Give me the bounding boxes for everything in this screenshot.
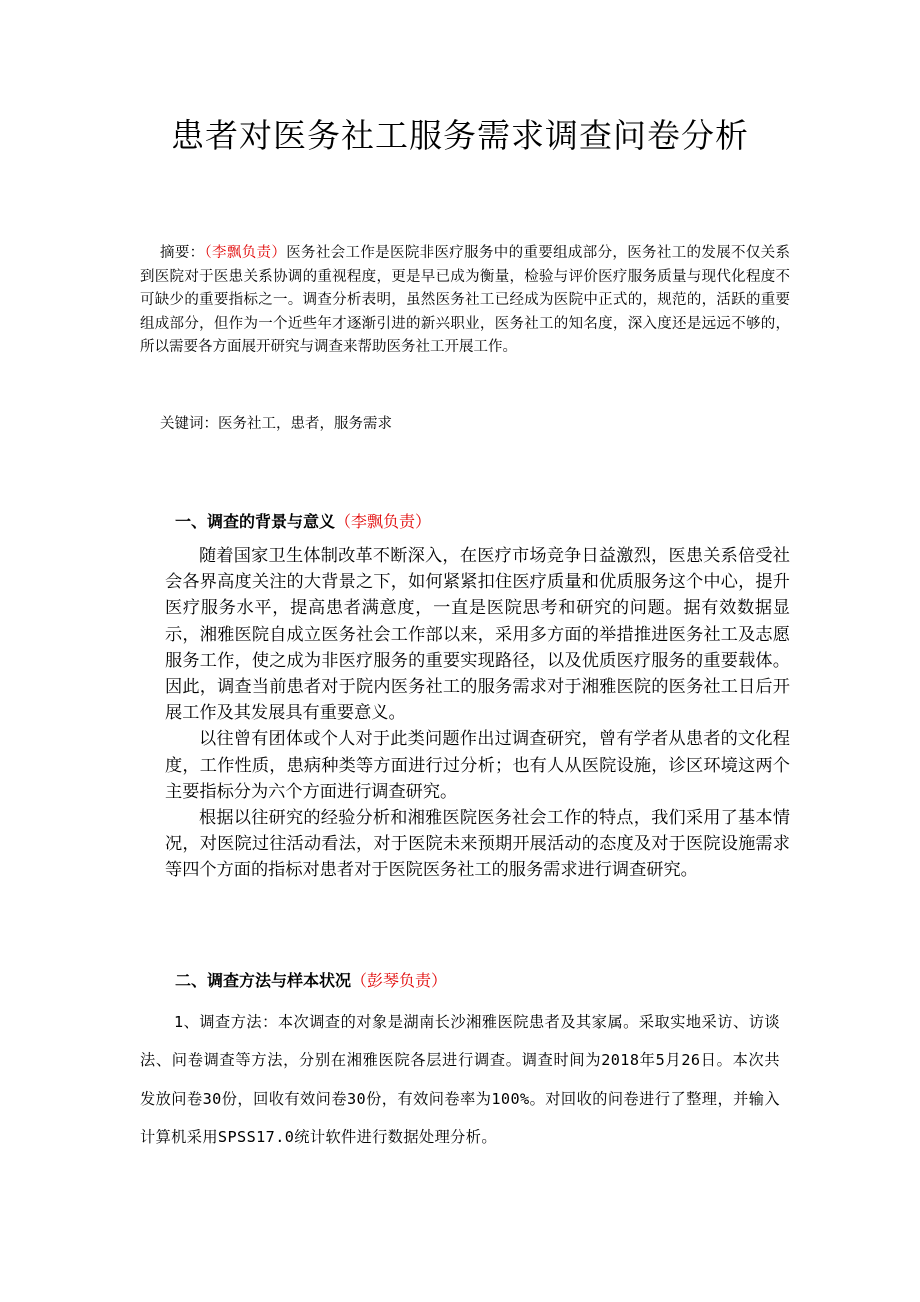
keywords-text: 医务社工，患者，服务需求 bbox=[218, 416, 392, 432]
keywords-label: 关键词： bbox=[160, 416, 218, 432]
section2-paragraph: 1、调查方法：本次调查的对象是湖南长沙湘雅医院患者及其家属。采取实地采访、访谈法、问卷调查等方法，分别在湘雅医院各层进行调查。调查时间为2018年5月26日。本次共发放问卷30份，回收有效问卷30份，有效问卷率为100%。对回收的问卷进行了整理，并输入计算机采用SPSS17.0统计软件进行数据处理分析。 bbox=[140, 1013, 780, 1147]
section1-heading-text: 一、调查的背景与意义 bbox=[175, 512, 336, 531]
section2-author-note: （彭琴负责） bbox=[351, 971, 448, 990]
section1-paragraph: 根据以往研究的经验分析和湘雅医院医务社会工作的特点，我们采用了基本情况，对医院过往活动看法，对于医院未来预期开展活动的态度及对于医院设施需求等四个方面的指标对患者对于医院医务社工的服务需求进行调查研究。 bbox=[165, 808, 790, 881]
section1-paragraph: 随着国家卫生体制改革不断深入，在医疗市场竞争日益激烈，医患关系倍受社会各界高度关注的大背景之下，如何紧紧扣住医疗质量和优质服务这个中心，提升医疗服务水平，提高患者满意度，一直是医院思考和研究的问题。据有效数据显示，湘雅医院自成立医务社会工作部以来，采用多方面的举措推进医务社工及志愿服务工作，使之成为非医疗服务的重要实现路径，以及优质医疗服务的重要载体。因此，调查当前患者对于院内医务社工的服务需求对于湘雅医院的医务社工日后开展工作及其发展具有重要意义。 bbox=[165, 546, 790, 724]
section2-heading-text: 二、调查方法与样本状况 bbox=[175, 971, 352, 990]
abstract-label: 摘要： bbox=[160, 245, 205, 261]
section1-paragraph: 以往曾有团体或个人对于此类问题作出过调查研究，曾有学者从患者的文化程度，工作性质，患病种类等方面进行过分析；也有人从医院设施，诊区环境这两个主要指标分为六个方面进行调查研究。 bbox=[165, 729, 790, 802]
abstract-paragraph bbox=[140, 242, 790, 360]
document-title: 患者对医务社工服务需求调查问卷分析 bbox=[171, 116, 749, 155]
section1-author-note: （李飘负责） bbox=[335, 512, 432, 531]
section1-body bbox=[165, 543, 790, 884]
section2-heading bbox=[175, 968, 447, 994]
abstract-author-note: （李飘负责） bbox=[204, 245, 287, 261]
keywords-line bbox=[160, 412, 392, 436]
section1-heading bbox=[175, 509, 431, 535]
abstract-text: 医务社会工作是医院非医疗服务中的重要组成部分，医务社工的发展不仅关系到医院对于医患关系协调的重视程度，更是早已成为衡量，检验与评价医疗服务质量与现代化程度不可缺少的重要指标之一。调查分析表明，虽然医务社工已经成为医院中正式的，规范的，活跃的重要组成部分，但作为一个近些年才逐渐引进的新兴职业，医务社工的知名度，深入度还是远远不够的，所以需要各方面展开研究与调查来帮助医务社工开展工作。 bbox=[140, 245, 791, 356]
